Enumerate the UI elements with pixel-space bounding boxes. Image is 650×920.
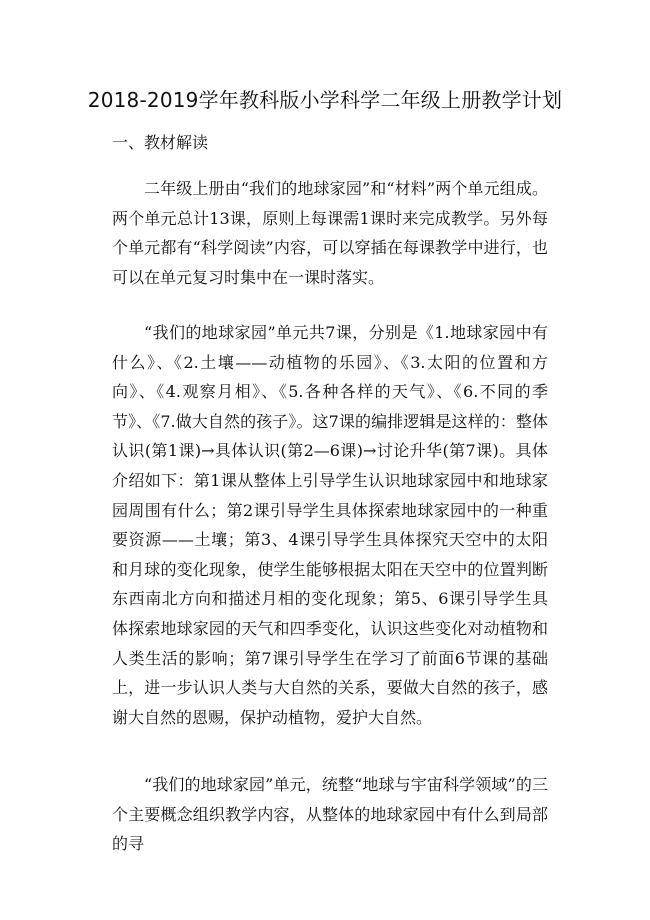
section-heading: 一、教材解读 [112,133,209,152]
paragraph: “我们的地球家园”单元，统整“地球与宇宙科学领域”的三个主要概念组织教学内容，从整体的地球家园中有什么到局部的寻 [112,775,548,854]
paragraph: 二年级上册由“我们的地球家园”和“材料”两个单元组成。两个单元总计13课，原则上每课需1课时来完成教学。另外每个单元都有“科学阅读”内容，可以穿插在每课教学中进行，也可以在单元复习时集中在一课时落实。 [112,179,548,287]
paragraph: “我们的地球家园”单元共7课，分别是《1.地球家园中有什么》、《2.土壤——动植物的乐园》、《3.太阳的位置和方向》、《4.观察月相》、《5.各种各样的天气》、《6.不同的季节》、《7.做大自然的孩子》。这7课的编排逻辑是这样的：整体认识(第1课)→具体认识(第2—6课)→讨论升华(第7课)。具体介绍如下：第1课从整体上引导学生认识地球家园中和地球家园周围有什么；第2课引导学生具体探索地球家园中的一种重要资源——土壤；第3、4课引导学生具体探究天空中的太阳和月球的变化现象，使学生能够根据太阳在天空中的位置判断东西南北方向和描述月相的变化现象；第5、6课引导学生具体探索地球家园的天气和四季变化，认识这些变化对动植物和人类生活的影响；第7课引导学生在学习了前面6节课的基础上，进一步认识人类与大自然的关系，要做大自然的孩子，感谢大自然的恩赐，保护动植物，爱护大自然。 [112,323,548,727]
document-title: 2018-2019学年教科版小学科学二年级上册教学计划 [87,88,563,112]
